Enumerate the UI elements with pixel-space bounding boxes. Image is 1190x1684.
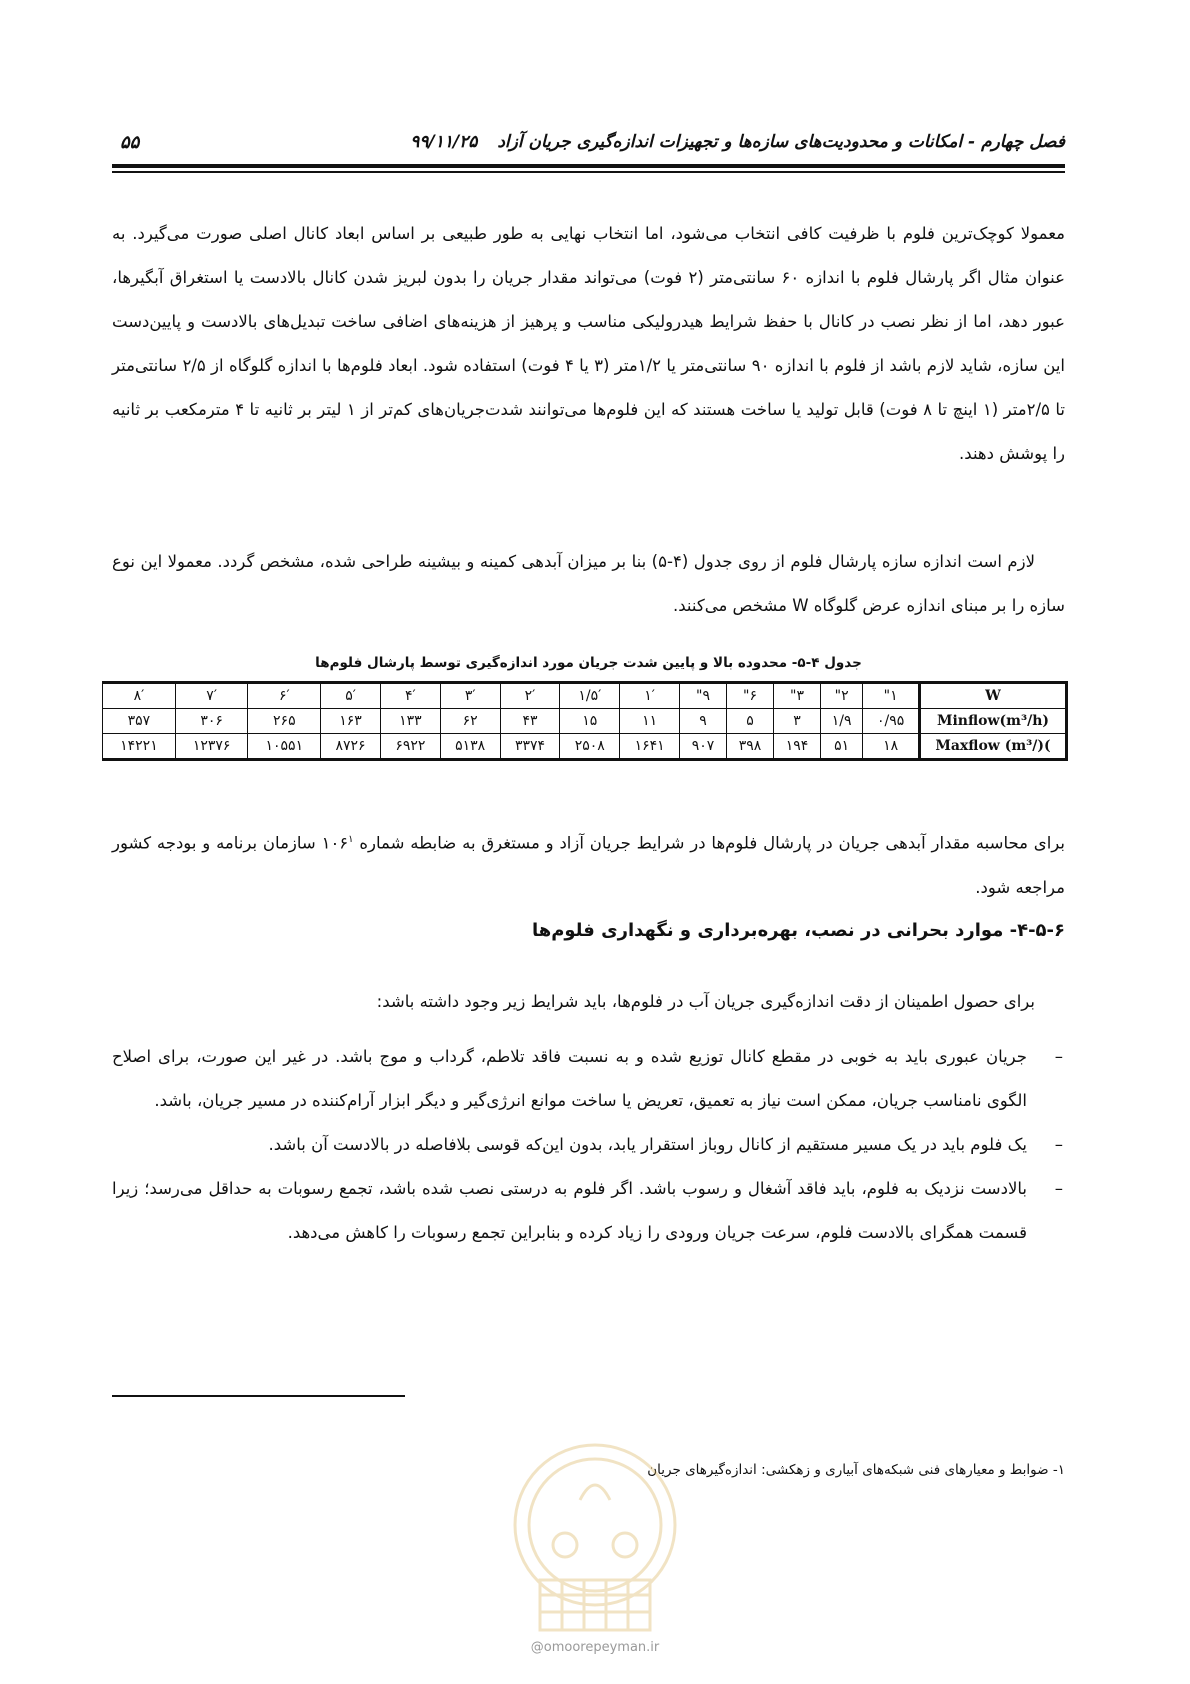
table-cell: ۱۵ (560, 709, 620, 734)
paragraph-flume-selection: معمولا کوچک‌ترین فلوم با ظرفیت کافی انتخاب می‌شود، اما انتخاب نهایی به طور طبیعی بر اساس ابعاد کانال اصلی صورت می‌گیرد. به عنوان مثال اگر پارشال فلوم با اندازه ۶۰ سانتی‌متر (۲ فوت) می‌تواند مقدار جریان را بدون لبریز شدن کانال بالادست یا استغراق آبگیرها، عبور دهد، اما از نظر نصب در کانال با حفظ شرایط هیدرولیکی مناسب و پرهیز از هزینه‌های اضافی ساخت تبدیل‌های بالادست و پایین‌دست این سازه، شاید لازم باشد از فلوم با اندازه ۹۰ سانتی‌متر یا ۱/۲متر (۳ یا ۴ فوت) استفاده شود. ابعاد فلوم‌ها با اندازه گلوگاه از ۲/۵ سانتی‌متر تا ۲/۵متر (۱ اینچ تا ۸ فوت) قابل تولید یا ساخت هستند که این فلوم‌ها می‌توانند شدت‌جریان‌های کم‌تر از ۱ لیتر بر ثانیه تا ۴ مترمکعب بر ثانیه را پوشش دهند. (112, 224, 1066, 463)
page-header (112, 128, 1065, 158)
watermark-url: @omoorepeyman.ir (530, 1640, 660, 1655)
footnote-divider (112, 1395, 405, 1397)
table-cell: ۸۷۲۶ (321, 734, 381, 760)
table-cell: ۳′ (440, 683, 500, 709)
table-cell: ۶" (727, 683, 774, 709)
table-cell: ۶۲ (440, 709, 500, 734)
table-cell: ۱۱ (620, 709, 680, 734)
table-cell: ۹۰۷ (680, 734, 727, 760)
table-cell: ۵ (727, 709, 774, 734)
footnote: ۱- ضوابط و معیارهای فنی شبکه‌های آبیاری و زهکشی: اندازه‌گیرهای جریان (647, 1462, 1065, 1478)
table-cell: ۱۴۲۲۱ (103, 734, 176, 760)
table-cell: ۶′ (248, 683, 321, 709)
table-row (103, 734, 1067, 760)
header-date: ۹۹/۱۱/۲۵ (410, 132, 478, 152)
paragraph-flume-sizing: لازم است اندازه سازه پارشال فلوم از روی جدول (۴-۵) بنا بر میزان آبدهی کمینه و بیشینه طراحی شده، مشخص گردد. معمولا این نوع سازه را بر مبنای اندازه عرض گلوگاه W مشخص می‌کنند. (112, 552, 1065, 615)
list-item-text: یک فلوم باید در یک مسیر مستقیم از کانال روباز استقرار یابد، بدون این‌که قوسی بلافاصله در بالادست آن باشد. (268, 1135, 1027, 1154)
table-cell: ۳" (774, 683, 821, 709)
table-cell: ۱۳۳ (380, 709, 440, 734)
table-cell: ۱/۹ (821, 709, 863, 734)
footnote-marker: ۱ (348, 834, 354, 845)
header-divider (112, 164, 1065, 168)
table-row (103, 683, 1067, 709)
table-cell: ۱۲۳۷۶ (175, 734, 248, 760)
table-row (103, 709, 1067, 734)
list-item (112, 1123, 1065, 1167)
table-cell: ۳۹۸ (727, 734, 774, 760)
header-divider-thin (112, 171, 1065, 173)
table-row-label: Maxflow (m³/)( (920, 734, 1067, 760)
table-cell: ۱۶۴۱ (620, 734, 680, 760)
section-heading: ۴-۵-۶- موارد بحرانی در نصب، بهره‌برداری و نگهداری فلوم‌ها (531, 920, 1065, 941)
bullet-dash: – (1054, 1047, 1063, 1066)
table-cell: ۳۵۷ (103, 709, 176, 734)
table-row-label: W (920, 683, 1067, 709)
table-cell: ۱/۵′ (560, 683, 620, 709)
table-row-label: Minflow(m³/h) (920, 709, 1067, 734)
paragraph-text: برای محاسبه مقدار آبدهی جریان در پارشال فلوم‌ها در شرایط جریان آزاد و مستغرق به ضابطه شماره ۱۰۶ (321, 833, 1065, 853)
table-cell: ۹" (680, 683, 727, 709)
table-cell: ۶۹۲۲ (380, 734, 440, 760)
table-cell: ۵′ (321, 683, 381, 709)
table-cell: ۵۱۳۸ (440, 734, 500, 760)
list-item (112, 1167, 1065, 1255)
list-item (112, 1035, 1065, 1123)
table-cell: ۱′ (620, 683, 680, 709)
flow-range-table (102, 681, 1068, 761)
table-cell: ۱۶۳ (321, 709, 381, 734)
bullet-dash: – (1054, 1135, 1063, 1154)
table-cell: ۴′ (380, 683, 440, 709)
conditions-list (112, 1035, 1065, 1255)
list-item-text: بالادست نزدیک به فلوم، باید فاقد آشغال و رسوب باشد. اگر فلوم به درستی نصب شده باشد، تجمع رسوبات به حداقل می‌رسد؛ زیرا قسمت همگرای بالادست فلوم، سرعت جریان ورودی را زیاد کرده و بنابراین تجمع رسوبات را کاهش می‌دهد. (112, 1179, 1027, 1242)
table-cell: ۲۶۵ (248, 709, 321, 734)
paragraph-discharge-reference (112, 818, 1065, 910)
table-cell: ۳۰۶ (175, 709, 248, 734)
table-cell: ۱۸ (863, 734, 920, 760)
table-cell: ۳۳۷۴ (500, 734, 560, 760)
table-cell: ۱" (863, 683, 920, 709)
table-cell: ۸′ (103, 683, 176, 709)
page-number: ۵۵ (120, 132, 140, 153)
table-cell: ۵۱ (821, 734, 863, 760)
table-cell: ۰/۹۵ (863, 709, 920, 734)
table-cell: ۷′ (175, 683, 248, 709)
paragraph-text-continued: سازمان برنامه و بودجه کشور مراجعه شود. (112, 833, 1065, 897)
table-cell: ۴۳ (500, 709, 560, 734)
table-cell: ۹ (680, 709, 727, 734)
bullet-dash: – (1054, 1179, 1063, 1198)
table-cell: ۲′ (500, 683, 560, 709)
table-cell: ۲۵۰۸ (560, 734, 620, 760)
table-cell: ۳ (774, 709, 821, 734)
chapter-title (410, 132, 1065, 152)
table-cell: ۱۰۵۵۱ (248, 734, 321, 760)
list-item-text: جریان عبوری باید به خوبی در مقطع کانال توزیع شده و به نسبت فاقد تلاطم، گرداب و موج باشد. در غیر این صورت، برای اصلاح الگوی نامناسب جریان، ممکن است نیاز به تعمیق، تعریض یا ساخت موانع انرژی‌گیر و دیگر ابزار آرام‌کننده در مسیر جریان، باشد. (112, 1047, 1027, 1110)
watermark-seal (500, 1430, 690, 1650)
chapter-title-text: فصل چهارم - امکانات و محدودیت‌های سازه‌ها و تجهیزات اندازه‌گیری جریان آزاد (497, 132, 1065, 152)
table-cell: ۲" (821, 683, 863, 709)
paragraph-conditions-intro: برای حصول اطمینان از دقت اندازه‌گیری جریان آب در فلوم‌ها، باید شرایط زیر وجود داشته باشد: (376, 992, 1035, 1011)
table-caption: جدول ۴-۵- محدوده بالا و پایین شدت جریان مورد اندازه‌گیری توسط پارشال فلوم‌ها (315, 655, 862, 671)
table-cell: ۱۹۴ (774, 734, 821, 760)
